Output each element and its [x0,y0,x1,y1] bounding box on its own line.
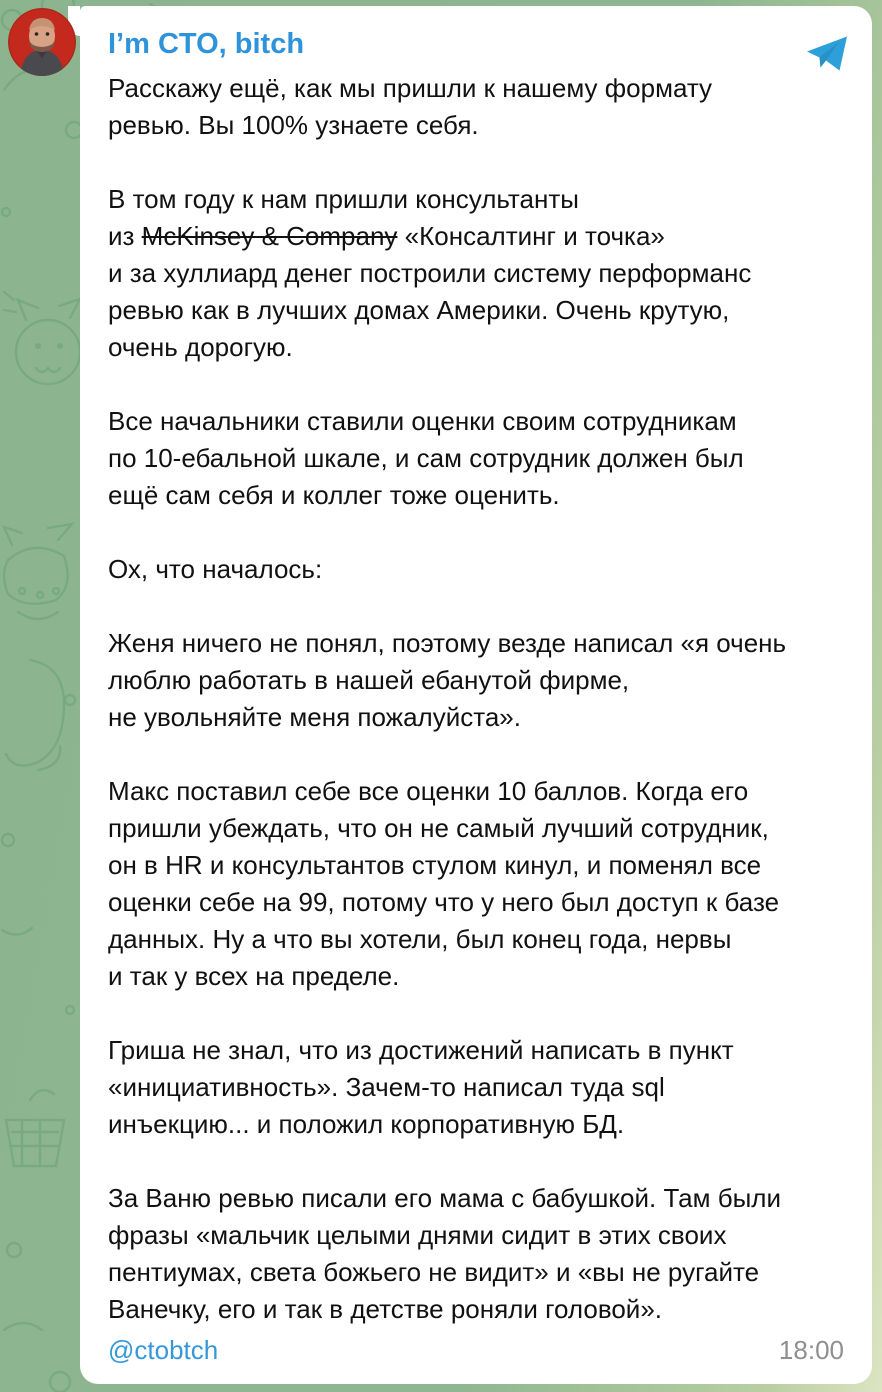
text-line: очень дорогую. [108,332,293,362]
paragraph [108,1032,844,1143]
channel-title[interactable]: I’m CTO, bitch [108,28,305,60]
paragraph [108,625,844,736]
message-text [108,70,844,1328]
paragraph [108,551,844,588]
paragraph [108,70,844,144]
text-line: пентиумах, света божьего не видит» и «вы не ругайте [108,1257,760,1287]
text-line: оценки себе на 99, потому что у него был доступ к базе [108,887,780,917]
text-line: данных. Ну а что вы хотели, был конец года, нервы [108,924,732,954]
message-timestamp: 18:00 [778,1334,844,1365]
text-line: Женя ничего не понял, поэтому везде написал «я очень [108,628,787,658]
text-line: он в HR и консультантов стулом кинул, и поменял все [108,850,762,880]
text-line: Расскажу ещё, как мы пришли к нашему формату [108,73,713,103]
paragraph [108,1180,844,1328]
message-bubble [80,6,872,1384]
channel-username-link[interactable]: @ctobtch [108,1334,219,1365]
text-line: пришли убеждать, что он не самый лучший сотрудник, [108,813,769,843]
text-line: и за хуллиард денег построили систему перформанс [108,258,752,288]
telegram-plane-icon[interactable] [806,36,848,72]
text-line: ревью. Вы 100% узнаете себя. [108,110,479,140]
text-line: фразы «мальчик целыми днями сидит в этих своих [108,1220,727,1250]
paragraph [108,773,844,995]
text-line: В том году к нам пришли консультанты [108,184,579,214]
avatar-image [8,8,76,76]
text-line: ревью как в лучших домах Америки. Очень крутую, [108,295,730,325]
text-line: Макс поставил себе все оценки 10 баллов. Когда его [108,776,749,806]
text-line: не увольняйте меня пожалуйста». [108,702,521,732]
text-line: Все начальники ставили оценки своим сотрудникам [108,406,737,436]
text-line: инъекцию... и положил корпоративную БД. [108,1109,625,1139]
message-footer [108,1335,844,1365]
text-line: люблю работать в нашей ебанутой фирме, [108,665,630,695]
text-line: Гриша не знал, что из достижений написать в пункт [108,1035,734,1065]
text-line: «инициативность». Зачем-то написал туда sql [108,1072,665,1102]
text-line: Ох, что началось: [108,554,323,584]
channel-avatar[interactable] [8,8,76,76]
text-line: из McKinsey & Company «Консалтинг и точка» [108,221,665,251]
paragraph [108,181,844,366]
text-line: и так у всех на пределе. [108,961,400,991]
text-line: За Ваню ревью писали его мама с бабушкой. Там были [108,1183,782,1213]
text-line: по 10-ебальной шкале, и сам сотрудник должен был [108,443,744,473]
paragraph [108,403,844,514]
text-line: Ванечку, его и так в детстве роняли головой». [108,1294,663,1324]
strikethrough-text: McKinsey & Company [141,221,398,251]
text-line: ещё сам себя и коллег тоже оценить. [108,480,560,510]
